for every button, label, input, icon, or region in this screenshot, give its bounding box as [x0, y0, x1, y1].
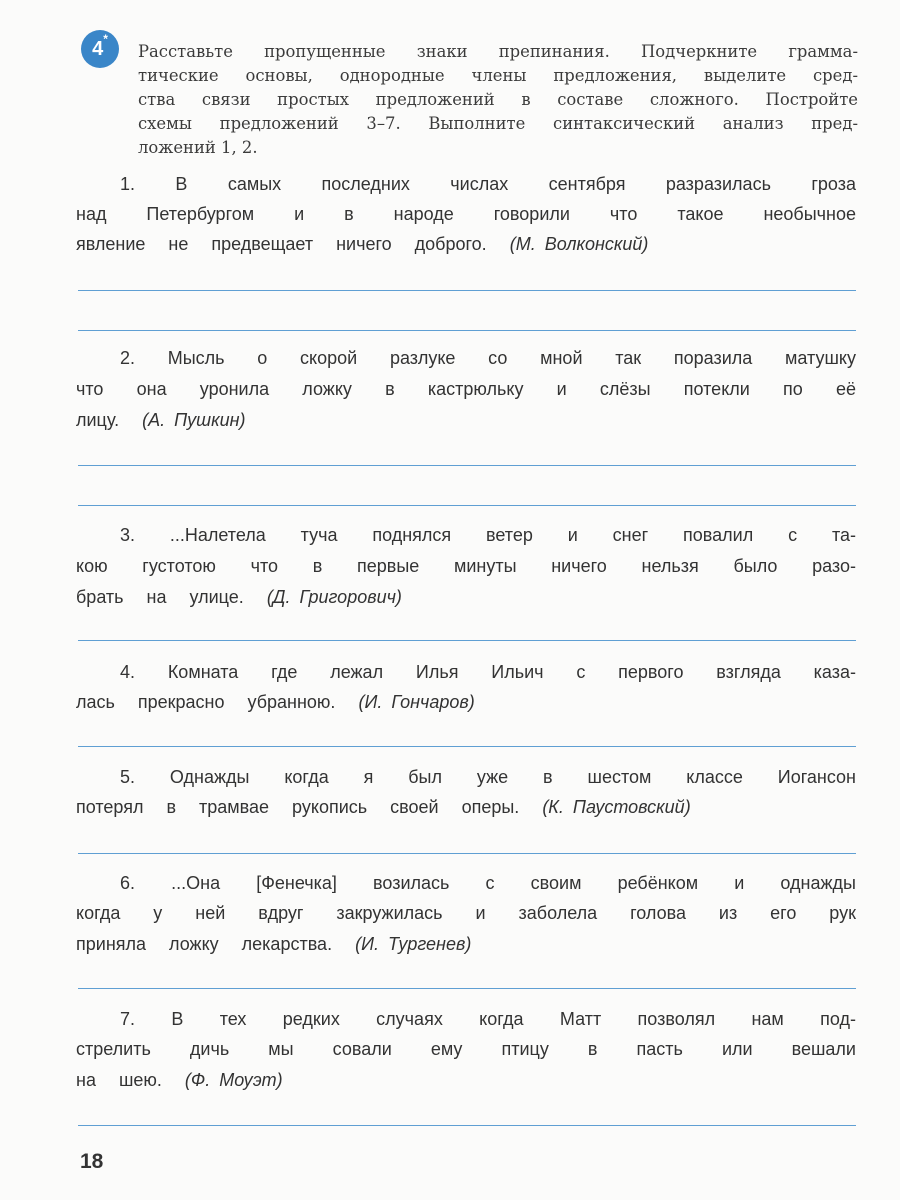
instruction-line: ства связи простых предложений в составе сложного. Постройте: [138, 90, 858, 109]
answer-line[interactable]: [78, 505, 856, 506]
sentence-text: что она уронила ложку в кастрюльку и слёзы потекли по её: [76, 379, 856, 399]
sentence-text: лась прекрасно убранною.: [76, 692, 336, 712]
answer-line[interactable]: [78, 746, 856, 747]
answer-line[interactable]: [78, 330, 856, 331]
sentence-1-line: [120, 172, 856, 196]
sentence-text: 5. Однажды когда я был уже в шестом классе Иогансон: [120, 767, 856, 787]
sentence-7-line: [76, 1037, 856, 1061]
sentence-text: на шею.: [76, 1070, 162, 1090]
task-number: 4: [92, 38, 104, 60]
sentence-text: потерял в трамвае рукопись своей оперы.: [76, 797, 520, 817]
answer-line[interactable]: [78, 465, 856, 466]
sentence-3-line: [76, 585, 402, 609]
sentence-2-line: [76, 377, 856, 401]
sentence-text: 3. ...Налетела туча поднялся ветер и снег повалил с та-: [120, 525, 856, 545]
sentence-6-line: [76, 901, 856, 925]
sentence-3-line: [120, 523, 856, 547]
page-number: 18: [80, 1150, 104, 1173]
answer-line[interactable]: [78, 988, 856, 989]
sentence-text: приняла ложку лекарства.: [76, 934, 333, 954]
sentence-7-line: [120, 1007, 856, 1031]
sentence-author: (Д. Григорович): [266, 587, 402, 607]
sentence-text: кою густотою что в первые минуты ничего нельзя было разо-: [76, 556, 856, 576]
sentence-text: брать на улице.: [76, 587, 244, 607]
sentence-6-line: [76, 932, 471, 956]
instruction-line: схемы предложений 3–7. Выполните синтаксический анализ пред-: [138, 114, 858, 133]
sentence-text: 1. В самых последних числах сентября разразилась гроза: [120, 174, 856, 194]
sentence-text: когда у ней вдруг закружилась и заболела голова из его рук: [76, 903, 856, 923]
sentence-author: (М. Волконский): [509, 234, 649, 254]
sentence-4-line: [76, 690, 475, 714]
sentence-author: (И. Тургенев): [355, 934, 472, 954]
sentence-6-line: [120, 871, 856, 895]
task-number-badge: [81, 30, 119, 68]
sentence-text: 2. Мысль о скорой разлуке со мной так поразила матушку: [120, 348, 856, 368]
instruction-line: ложений 1, 2.: [138, 138, 258, 157]
answer-line[interactable]: [78, 1125, 856, 1126]
sentence-author: (К. Паустовский): [542, 797, 691, 817]
answer-line[interactable]: [78, 290, 856, 291]
sentence-author: (И. Гончаров): [358, 692, 475, 712]
sentence-text: стрелить дичь мы совали ему птицу в пасть или вешали: [76, 1039, 856, 1059]
sentence-5-line: [76, 795, 691, 819]
instruction-line: тические основы, однородные члены предложения, выделите сред-: [138, 66, 858, 85]
instruction-line: Расставьте пропущенные знаки препинания. Подчеркните грамма-: [138, 42, 858, 61]
sentence-1-line: [76, 202, 856, 226]
answer-line[interactable]: [78, 853, 856, 854]
sentence-author: (Ф. Моуэт): [184, 1070, 283, 1090]
task-difficulty-marker: *: [103, 32, 108, 46]
sentence-2-line: [76, 408, 246, 432]
sentence-7-line: [76, 1068, 283, 1092]
sentence-2-line: [120, 346, 856, 370]
sentence-4-line: [120, 660, 856, 684]
sentence-text: 6. ...Она [Фенечка] возилась с своим ребёнком и однажды: [120, 873, 856, 893]
sentence-5-line: [120, 765, 856, 789]
sentence-text: явление не предвещает ничего доброго.: [76, 234, 487, 254]
sentence-3-line: [76, 554, 856, 578]
answer-line[interactable]: [78, 640, 856, 641]
sentence-text: над Петербургом и в народе говорили что такое необычное: [76, 204, 856, 224]
sentence-text: лицу.: [76, 410, 120, 430]
sentence-author: (А. Пушкин): [142, 410, 246, 430]
sentence-text: 7. В тех редких случаях когда Матт позволял нам под-: [120, 1009, 856, 1029]
sentence-text: 4. Комната где лежал Илья Ильич с первого взгляда каза-: [120, 662, 856, 682]
sentence-1-line: [76, 232, 648, 256]
